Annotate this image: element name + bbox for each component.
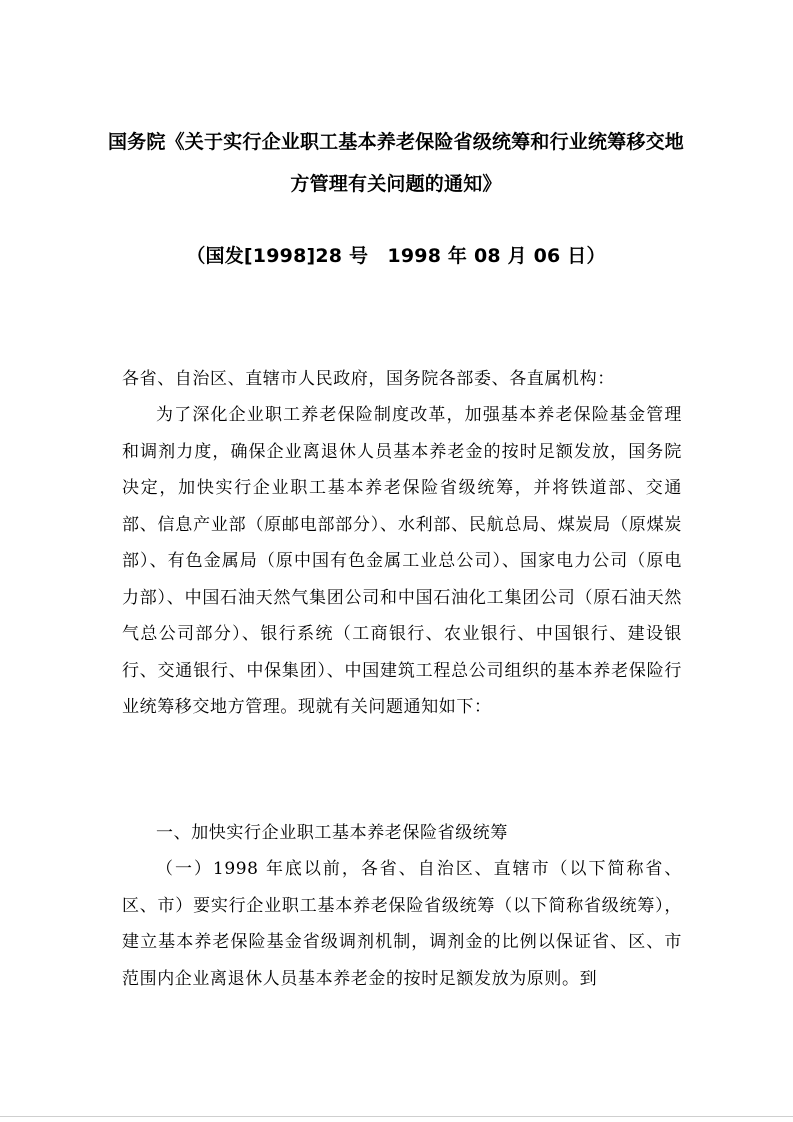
addressee bbox=[122, 361, 682, 398]
section-1-heading bbox=[122, 815, 682, 852]
document-title-line-1: 国务院《关于实行企业职工基本养老保险省级统筹和行业统筹移交地 bbox=[107, 131, 684, 153]
document-title-line-2: 方管理有关问题的通知》 bbox=[290, 173, 502, 195]
addressee-text: 各省、自治区、直辖市人民政府，国务院各部委、各直属机构： bbox=[122, 369, 615, 389]
document-number-date: （国发[1998]28 号 1998 年 08 月 06 日） bbox=[186, 245, 606, 267]
page-bottom-divider bbox=[0, 1116, 793, 1117]
paragraph-1 bbox=[122, 397, 682, 726]
section-1-heading-text: 一、加快实行企业职工基本养老保险省级统筹 bbox=[156, 823, 508, 843]
paragraph-2 bbox=[122, 851, 682, 997]
paragraph-1-text: 为了深化企业职工养老保险制度改革，加强基本养老保险基金管理和调剂力度，确保企业离退休人员基本养老金的按时足额发放，国务院决定，加快实行企业职工基本养老保险省级统筹，并将铁道部、交通部、信息产业部（原邮电部部分）、水利部、民航总局、煤炭局（原煤炭部）、有色金属局（原中国有色金属工业总公司）、国家电力公司（原电力部）、中国石油天然气集团公司和中国石油化工集团公司（原石油天然气总公司部分）、银行系统（工商银行、农业银行、中国银行、建设银行、交通银行、中保集团）、中国建筑工程总公司组织的基本养老保险行业统筹移交地方管理。现就有关问题通知如下： bbox=[122, 405, 682, 717]
paragraph-2-text: （一）1998 年底以前，各省、自治区、直辖市（以下简称省、区、市）要实行企业职工基本养老保险省级统筹（以下简称省级统筹），建立基本养老保险基金省级调剂机制，调剂金的比例以保证省、区、市范围内企业离退休人员基本养老金的按时足额发放为原则。到 bbox=[122, 859, 682, 989]
